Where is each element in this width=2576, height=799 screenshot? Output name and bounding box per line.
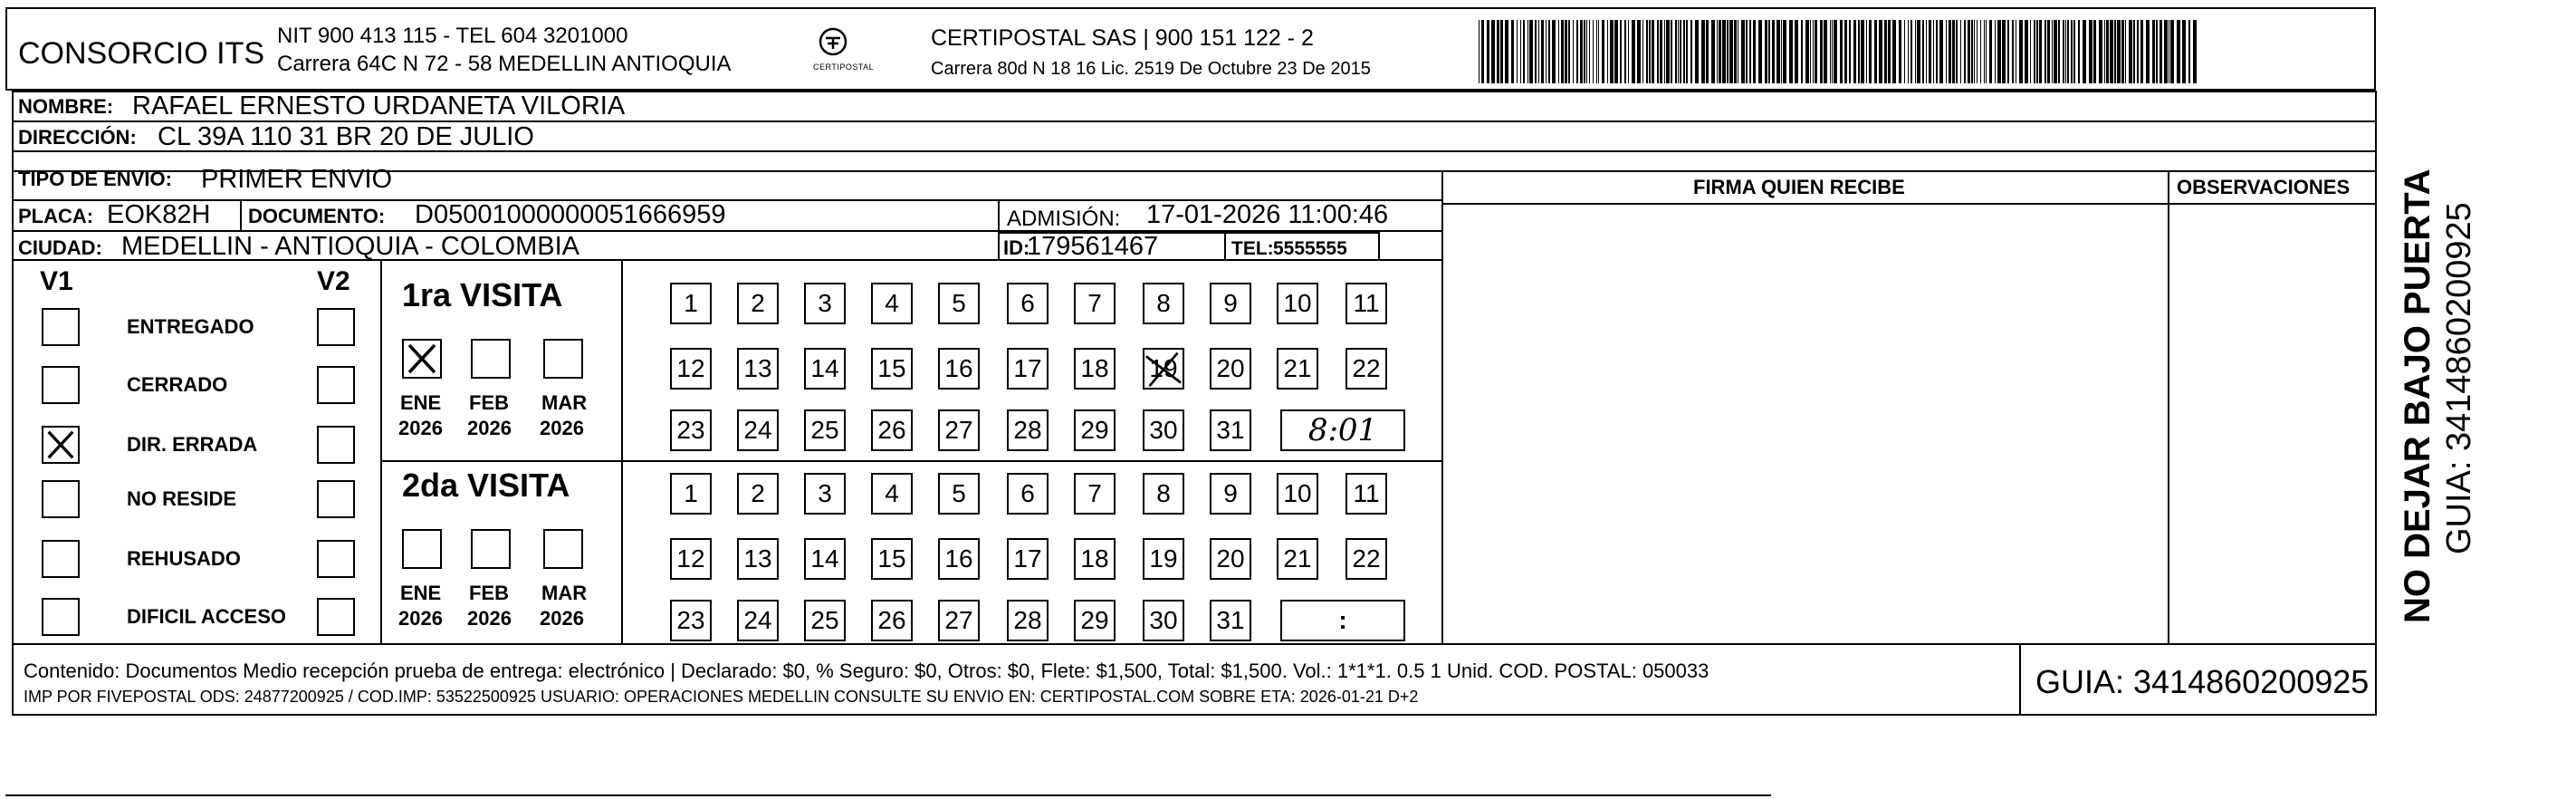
day-number: 22 [1352,544,1381,573]
documento-label: DOCUMENTO: [248,205,386,227]
day-box[interactable] [938,538,980,580]
day-number: 8 [1156,289,1171,317]
year-label: 2026 [467,607,512,630]
day-number: 31 [1216,416,1245,444]
v2-checkbox[interactable] [317,480,355,518]
day-number: 4 [885,479,899,507]
day-box[interactable] [1345,283,1387,324]
col-line [2168,170,2169,643]
tel-label: TEL: [1231,238,1274,259]
day-box[interactable] [737,348,779,390]
day-number: 8 [1156,479,1171,507]
month-label: FEB [469,391,509,414]
direccion-value: CL 39A 110 31 BR 20 DE JULIO [158,122,534,151]
day-box[interactable] [871,283,913,324]
day-box[interactable] [938,283,980,324]
day-number: 24 [743,416,772,444]
col-line [621,259,623,643]
day-number: 3 [818,479,832,507]
day-box[interactable] [804,538,846,580]
month-checkbox[interactable] [543,529,583,569]
day-box[interactable] [871,348,913,390]
day-number: 24 [743,606,772,634]
day-number: 31 [1216,606,1245,634]
day-box[interactable] [1007,348,1049,390]
day-box[interactable] [1277,538,1318,580]
month-label: FEB [469,582,509,604]
month-checkbox[interactable] [471,529,511,569]
year-label: 2026 [467,417,512,439]
nombre-value: RAFAEL ERNESTO URDANETA VILORIA [132,91,626,120]
day-number: 26 [877,416,906,444]
year-label: 2026 [398,607,443,630]
day-number: 10 [1283,289,1312,317]
day-box[interactable] [804,473,846,515]
day-box[interactable] [938,473,980,515]
day-box[interactable] [1143,409,1184,451]
day-box[interactable] [737,283,779,324]
footer-content: Contenido: Documentos Medio recepción prueba de entrega: electrónico | Declarado: $0, % Seguro: $0, Otros: $0, Flete: $1,500, Total: $1,500. Vol.: 1*1*1. 0.5 1 Unid. COD. POSTAL: 050033 [24,659,1709,682]
col-line [1224,230,1226,259]
observaciones-header: OBSERVACIONES [2177,176,2351,198]
v2-checkbox[interactable] [317,308,355,346]
carrier-name: CERTIPOSTAL SAS | 900 151 122 - 2 [931,25,1314,51]
id-value: 179561467 [1027,232,1159,261]
day-box[interactable] [1143,473,1184,515]
day-number: 28 [1013,606,1042,634]
day-box[interactable] [804,348,846,390]
v2-checkbox[interactable] [317,540,355,578]
status-label: NO RESIDE [127,487,237,510]
day-box[interactable] [670,600,712,641]
ciudad-label: CIUDAD: [18,236,102,259]
status-label: REHUSADO [127,547,241,570]
day-number: 17 [1013,544,1042,573]
barcode [1479,20,2201,83]
company-nit: NIT 900 413 115 - TEL 604 3201000 [277,24,628,48]
day-box[interactable] [871,600,913,641]
day-number: 15 [877,544,906,573]
day-box[interactable] [1074,409,1116,451]
placa-label: PLACA: [18,205,94,227]
status-label: DIR. ERRADA [127,433,258,456]
col-line [1378,230,1380,259]
company-address: Carrera 64C N 72 - 58 MEDELLIN ANTIOQUIA [277,52,732,76]
admision-label: ADMISIÓN: [1007,207,1121,231]
day-box[interactable] [1210,348,1251,390]
day-number: 27 [944,606,973,634]
cross-mark [1144,350,1183,388]
day-box[interactable] [1277,283,1318,324]
bottom-rule [5,794,1771,796]
firma-header: FIRMA QUIEN RECIBE [1693,176,1905,198]
day-number: 16 [944,354,973,382]
day-number: 1 [684,479,698,507]
col-line [240,199,242,230]
day-box[interactable] [1345,473,1387,515]
day-number: 20 [1216,354,1245,382]
col-line [998,199,1000,259]
month-checkbox[interactable] [402,529,442,569]
day-box[interactable] [1210,473,1251,515]
day-box[interactable] [1007,600,1049,641]
day-box[interactable] [871,473,913,515]
col-line [380,259,382,643]
day-box[interactable] [1007,283,1049,324]
day-number: 29 [1080,606,1109,634]
day-number: 20 [1216,544,1245,573]
col-line [1441,170,1443,643]
day-box[interactable] [804,409,846,451]
col-line [2019,643,2021,716]
tel-value: 5555555 [1273,238,1347,259]
month-label: ENE [400,582,442,604]
v2-checkbox[interactable] [317,366,355,404]
day-number: 19 [1149,354,1178,382]
day-box[interactable] [1210,538,1251,580]
logo-text: CERTIPOSTAL [813,63,875,72]
ciudad-value: MEDELLIN - ANTIOQUIA - COLOMBIA [121,232,579,261]
nombre-label: NOMBRE: [18,95,114,118]
tipo-label: TIPO DE ENVIO: [18,168,172,190]
day-number: 2 [751,289,765,317]
day-number: 5 [952,479,966,507]
day-number: 21 [1283,354,1312,382]
day-box[interactable] [1345,538,1387,580]
day-box[interactable] [1210,600,1251,641]
day-box[interactable] [737,538,779,580]
day-number: 12 [676,354,705,382]
day-box[interactable] [1074,600,1116,641]
day-box[interactable] [1143,600,1184,641]
day-number: 30 [1149,416,1178,444]
day-box[interactable] [938,600,980,641]
admision-value: 17-01-2026 11:00:46 [1146,200,1389,229]
v1-checkbox[interactable] [42,598,80,636]
day-box[interactable] [737,409,779,451]
day-number: 18 [1080,544,1109,573]
day-number: 12 [676,544,705,573]
second-visit-title: 2da VISITA [402,467,570,504]
day-box[interactable] [1345,348,1387,390]
row-line [12,643,2377,645]
carrier-address: Carrera 80d N 18 16 Lic. 2519 De Octubre 23 De 2015 [931,59,1371,79]
day-number: 13 [743,354,772,382]
day-number: 13 [743,544,772,573]
day-number: 23 [676,416,705,444]
guia-box: GUIA: 3414860200925 [2035,663,2370,700]
day-box[interactable] [670,283,712,324]
placa-value: EOK82H [107,200,211,229]
day-number: 3 [818,289,832,317]
month-label: ENE [400,391,442,414]
side-guia: GUIA: 3414860200925 [2440,202,2478,554]
documento-value: D05001000000051666959 [415,200,726,229]
status-label: DIFICIL ACCESO [127,605,287,628]
status-label: ENTREGADO [127,315,254,338]
month-checkbox[interactable] [471,339,511,379]
status-label: CERRADO [127,373,228,396]
row-line [1441,203,2377,205]
day-box[interactable] [670,473,712,515]
day-number: 14 [810,354,839,382]
first-visit-title: 1ra VISITA [402,276,563,313]
day-number: 2 [751,479,765,507]
day-box[interactable] [737,473,779,515]
v1-checkbox[interactable] [42,426,80,464]
time-box[interactable] [1280,600,1405,641]
day-number: 14 [810,544,839,573]
v1-checkbox[interactable] [42,540,80,578]
day-box[interactable] [670,348,712,390]
day-number: 11 [1353,479,1380,507]
tipo-value: PRIMER ENVIO [201,165,393,194]
day-box[interactable] [670,409,712,451]
day-number: 21 [1283,544,1312,573]
day-number: 25 [810,416,839,444]
side-warning: NO DEJAR BAJO PUERTA [2398,168,2437,623]
day-box[interactable] [871,409,913,451]
day-number: 7 [1087,289,1102,317]
day-box[interactable] [1074,348,1116,390]
day-box[interactable] [871,538,913,580]
day-box[interactable] [737,600,779,641]
day-box[interactable] [1007,409,1049,451]
certipostal-logo [811,24,855,67]
time-box[interactable] [1280,409,1405,451]
v1-checkbox[interactable] [42,480,80,518]
day-number: 25 [810,606,839,634]
v2-header: V2 [317,266,350,296]
day-box[interactable] [1007,538,1049,580]
day-box[interactable] [938,409,980,451]
day-box[interactable] [1074,473,1116,515]
day-number: 15 [877,354,906,382]
month-checkbox[interactable] [402,339,442,379]
day-number: 28 [1013,416,1042,444]
day-number: 11 [1353,289,1380,317]
direccion-label: DIRECCIÓN: [18,126,137,149]
day-number: 9 [1223,289,1238,317]
month-label: MAR [541,582,588,604]
id-label: ID: [1003,236,1030,259]
footer-imp: IMP POR FIVEPOSTAL ODS: 24877200925 / COD.IMP: 53522500925 USUARIO: OPERACIONES MEDELLIN CONSULTE SU ENVIO EN: CERTIPOSTAL.COM SOBRE ETA: 2026-01-21 D+2 [24,688,1419,706]
day-number: 23 [676,606,705,634]
day-box[interactable] [670,538,712,580]
day-number: 10 [1283,479,1312,507]
day-number: 26 [877,606,906,634]
time-value: 8:01 [1307,412,1378,448]
month-checkbox[interactable] [543,339,583,379]
day-number: 7 [1087,479,1102,507]
day-number: 1 [684,289,698,317]
year-label: 2026 [398,417,443,439]
month-label: MAR [541,391,588,414]
day-number: 30 [1149,606,1178,634]
day-number: 4 [885,289,899,317]
company-name: CONSORCIO ITS [18,36,265,71]
day-box[interactable] [1143,538,1184,580]
day-number: 22 [1352,354,1381,382]
day-number: 5 [952,289,966,317]
day-number: 16 [944,544,973,573]
v2-checkbox[interactable] [317,426,355,464]
day-number: 29 [1080,416,1109,444]
day-box[interactable] [1210,283,1251,324]
day-box[interactable] [1277,473,1318,515]
day-box[interactable] [1007,473,1049,515]
year-label: 2026 [540,607,584,630]
row-line [380,460,1441,462]
year-label: 2026 [540,417,584,439]
v1-checkbox[interactable] [42,308,80,346]
day-box[interactable] [1277,348,1318,390]
day-box[interactable] [1074,538,1116,580]
day-number: 19 [1149,544,1178,573]
day-box[interactable] [804,600,846,641]
day-box[interactable] [1210,409,1251,451]
day-number: 9 [1223,479,1238,507]
v2-checkbox[interactable] [317,598,355,636]
v1-header: V1 [40,266,73,296]
day-box[interactable] [1074,283,1116,324]
day-number: 6 [1020,289,1035,317]
day-number: 6 [1020,479,1035,507]
day-box[interactable] [938,348,980,390]
v1-checkbox[interactable] [42,366,80,404]
day-number: 17 [1013,354,1042,382]
day-box[interactable] [804,283,846,324]
day-number: 18 [1080,354,1109,382]
time-value: : [1338,606,1347,634]
day-box[interactable] [1143,283,1184,324]
day-box[interactable] [1143,348,1184,390]
day-number: 27 [944,416,973,444]
